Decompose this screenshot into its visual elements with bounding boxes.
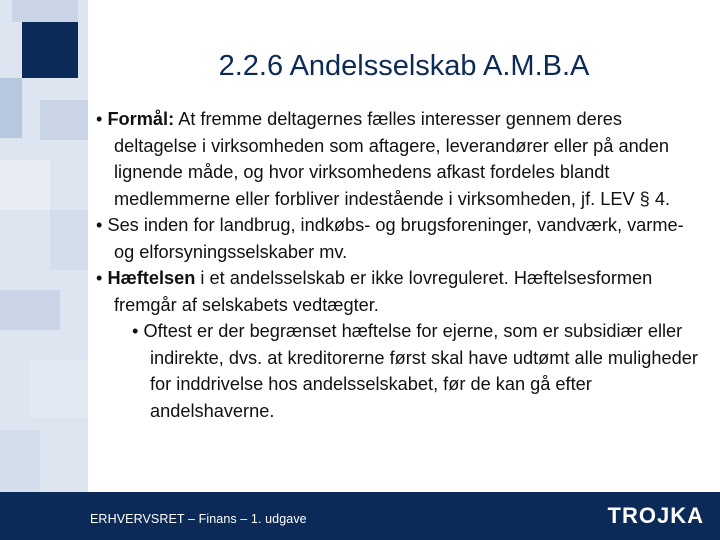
bullet-text: At fremme deltagernes fælles interesser gennem deres deltagelse i virksomheden som aftagere, leverandører eller på anden lignende måde, og hvor virksomhedens afkast fordeles blandt medlemmerne eller forbliver indestående i virksomheden, jf. LEV § 4.: [114, 109, 670, 209]
decor-square: [40, 100, 88, 140]
decor-square: [12, 0, 78, 22]
slide-content: [96, 106, 708, 424]
decor-square: [0, 290, 60, 330]
bullet-formaal: [96, 106, 708, 212]
bullet-text: i et andelsselskab er ikke lovreguleret. Hæftelsesformen fremgår af selskabets vedtægter.: [114, 268, 653, 315]
bullet-marker: •: [96, 215, 103, 235]
decor-square: [0, 430, 40, 492]
bullet-marker: •: [132, 321, 139, 341]
bullet-haeftelsen: [96, 265, 708, 318]
sub-bullet-oftest: [104, 318, 708, 424]
decorative-side-panel: [0, 0, 88, 540]
decor-square: [0, 160, 50, 210]
bullet-bold-label: Hæftelsen: [107, 268, 196, 288]
decor-square: [30, 360, 88, 418]
bullet-ses-inden: [96, 212, 708, 265]
decor-square: [22, 22, 78, 78]
bullet-bold-label: Formål:: [107, 109, 175, 129]
bullet-marker: •: [96, 109, 103, 129]
sub-bullet-text: Oftest er der begrænset hæftelse for ejerne, som er subsidiær eller indirekte, dvs. at kreditorerne først skal have udtømt alle muligheder for inddrivelse hos andelsselskabet, før de kan gå efter andelshaverne.: [143, 321, 698, 421]
bullet-text: Ses inden for landbrug, indkøbs- og brugsforeninger, vandværk, varme- og elforsyningsselskaber mv.: [107, 215, 684, 262]
trojka-logo: TROJKA: [607, 503, 704, 528]
decor-square: [0, 78, 22, 138]
slide-title: 2.2.6 Andelsselskab A.M.B.A: [218, 50, 590, 82]
footer-text: ERHVERVSRET – Finans – 1. udgave: [90, 512, 307, 526]
bullet-marker: •: [96, 268, 103, 288]
decor-square: [50, 210, 88, 270]
